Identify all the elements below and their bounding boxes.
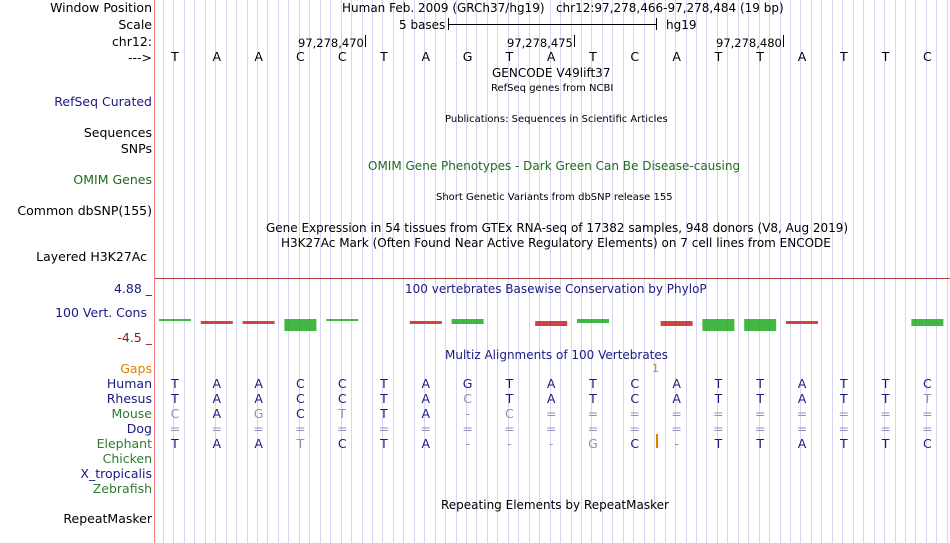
reference-base: T xyxy=(589,49,597,64)
species-base: C xyxy=(337,376,347,391)
grid-line xyxy=(738,0,739,543)
grid-line xyxy=(184,0,185,543)
grid-line xyxy=(853,0,854,543)
species-base: = xyxy=(922,406,933,421)
grid-line xyxy=(226,0,227,543)
species-base: T xyxy=(881,391,890,406)
reference-base: T xyxy=(756,49,764,64)
species-base: = xyxy=(211,421,223,436)
species-label-zebrafish[interactable]: Zebrafish xyxy=(92,481,152,496)
species-base: T xyxy=(171,436,179,451)
grid-line xyxy=(623,0,624,543)
species-base: = xyxy=(629,406,641,421)
species-base: A xyxy=(254,436,263,451)
species-base: = xyxy=(587,406,599,421)
grid-line xyxy=(372,0,373,543)
species-base: = xyxy=(713,421,724,436)
species-base: T xyxy=(714,391,723,406)
species-base: T xyxy=(839,376,848,391)
phylop-score-mark xyxy=(744,319,776,331)
phylop-score-mark xyxy=(201,321,233,324)
species-base: = xyxy=(378,421,390,436)
species-base: C xyxy=(296,406,305,421)
phylop-score-mark xyxy=(326,319,358,321)
grid-line xyxy=(351,0,352,543)
species-base: C xyxy=(463,391,472,406)
grid-line xyxy=(299,0,300,543)
window-position-label: Window Position xyxy=(50,0,152,15)
species-base: = xyxy=(169,421,181,436)
track-separator xyxy=(155,278,950,279)
grid-line xyxy=(330,0,331,543)
species-base: = xyxy=(754,421,766,436)
grid-line xyxy=(445,0,446,543)
grid-line xyxy=(665,0,666,543)
species-base: T xyxy=(380,391,388,406)
grid-line xyxy=(821,0,822,543)
species-base: A xyxy=(421,376,431,391)
species-label-mouse[interactable]: Mouse xyxy=(111,406,152,421)
phylop-track-title[interactable]: 100 vertebrates Basewise Conservation by PhyloP xyxy=(405,282,707,296)
species-base: A xyxy=(212,391,222,406)
coord-tick xyxy=(365,35,366,47)
reference-base: C xyxy=(337,49,347,64)
phylop-score-mark xyxy=(410,321,442,324)
species-base: T xyxy=(589,391,597,406)
species-base: C xyxy=(337,391,347,406)
species-base: A xyxy=(672,376,681,391)
species-base: A xyxy=(672,391,681,406)
grid-line xyxy=(706,0,707,543)
grid-line xyxy=(717,0,718,543)
phylop-min-label: -4.5 _ xyxy=(117,330,152,345)
phylop-score-mark xyxy=(786,321,818,324)
grid-line xyxy=(362,0,363,543)
grid-line xyxy=(769,0,770,543)
publications-track-title[interactable]: Publications: Sequences in Scientific Articles xyxy=(445,114,668,125)
repeatmasker-track-title[interactable]: Repeating Elements by RepeatMasker xyxy=(441,498,669,512)
species-base: C xyxy=(630,391,640,406)
species-base: - xyxy=(548,436,554,451)
species-base: = xyxy=(922,421,933,436)
species-label-human[interactable]: Human xyxy=(106,376,152,391)
grid-line xyxy=(288,0,289,543)
reference-base: T xyxy=(881,49,890,64)
species-base: = xyxy=(295,421,306,436)
common-dbsnp-label[interactable]: Common dbSNP(155) xyxy=(17,203,152,218)
grid-line xyxy=(466,0,467,543)
gtex-track-title[interactable]: Gene Expression in 54 tissues from GTEx RNA-seq of 17382 samples, 948 donors (V8, Aug 2019) xyxy=(266,221,849,235)
grid-line xyxy=(936,0,937,543)
grid-line xyxy=(257,0,258,543)
grid-line xyxy=(895,0,896,543)
h3k27ac-track-title[interactable]: H3K27Ac Mark (Often Found Near Active Regulatory Elements) on 7 cell lines from ENCODE xyxy=(281,236,831,250)
species-base: A xyxy=(797,436,807,451)
label-divider xyxy=(154,0,155,543)
species-base: C xyxy=(923,436,932,451)
species-base: = xyxy=(671,421,682,436)
species-base: A xyxy=(421,391,431,406)
phylop-score-mark xyxy=(159,319,191,321)
elephant-gap-marker xyxy=(656,434,658,448)
omim-genes-label[interactable]: OMIM Genes xyxy=(73,172,152,187)
species-base: A xyxy=(421,436,431,451)
species-base: T xyxy=(923,391,932,406)
species-base: T xyxy=(881,376,890,391)
grid-line xyxy=(811,0,812,543)
reference-base: A xyxy=(546,49,556,64)
grid-line xyxy=(790,0,791,543)
species-base: A xyxy=(797,391,807,406)
reference-base: A xyxy=(672,49,681,64)
reference-base: T xyxy=(171,49,179,64)
species-label-elephant[interactable]: Elephant xyxy=(96,436,152,451)
coord-label: 97,278,480 xyxy=(716,36,782,50)
coord-tick xyxy=(783,35,784,47)
dbsnp-track-title[interactable]: Short Genetic Variants from dbSNP release 155 xyxy=(436,192,673,203)
species-base: A xyxy=(546,391,556,406)
species-base: G xyxy=(253,406,264,421)
repeatmasker-label[interactable]: RepeatMasker xyxy=(63,511,152,526)
reference-base: A xyxy=(254,49,263,64)
species-base: T xyxy=(171,391,179,406)
grid-line xyxy=(247,0,248,543)
grid-line xyxy=(341,0,342,543)
multiz-track-title[interactable]: Multiz Alignments of 100 Vertebrates xyxy=(445,348,669,362)
species-base: = xyxy=(880,421,891,436)
gap-count-marker: 1 xyxy=(652,362,659,375)
grid-line xyxy=(194,0,195,543)
species-base: C xyxy=(337,436,347,451)
grid-line xyxy=(842,0,843,543)
grid-line xyxy=(205,0,206,543)
snps-label[interactable]: SNPs xyxy=(120,141,152,156)
grid-line xyxy=(382,0,383,543)
reference-base: T xyxy=(839,49,848,64)
grid-line xyxy=(915,0,916,543)
species-base: = xyxy=(253,421,264,436)
species-base: = xyxy=(420,421,432,436)
species-base: A xyxy=(254,376,263,391)
species-base: C xyxy=(170,406,180,421)
phylop-score-mark xyxy=(661,321,693,326)
species-base: = xyxy=(796,406,808,421)
species-base: = xyxy=(838,406,850,421)
strand-label: ---> xyxy=(127,50,152,65)
phylop-score-mark xyxy=(577,319,609,323)
grid-line xyxy=(696,0,697,543)
species-base: A xyxy=(797,376,807,391)
species-base: C xyxy=(296,391,305,406)
species-base: T xyxy=(589,376,597,391)
phylop-score-mark xyxy=(243,321,275,324)
grid-line xyxy=(863,0,864,543)
grid-line xyxy=(393,0,394,543)
phylop-track-label[interactable]: 100 Vert. Cons xyxy=(55,305,147,320)
grid-line xyxy=(686,0,687,543)
species-base: - xyxy=(465,406,470,421)
species-base: C xyxy=(923,376,932,391)
reference-base: A xyxy=(797,49,807,64)
coord-tick xyxy=(574,35,575,47)
reference-base: C xyxy=(296,49,305,64)
scale-bases: 5 bases xyxy=(399,18,446,32)
species-base: = xyxy=(713,406,724,421)
coord-label: 97,278,470 xyxy=(298,36,364,50)
species-base: = xyxy=(796,421,808,436)
grid-line xyxy=(675,0,676,543)
phylop-score-mark xyxy=(702,319,734,331)
grid-line xyxy=(800,0,801,543)
grid-line xyxy=(215,0,216,543)
grid-line xyxy=(748,0,749,543)
species-base: T xyxy=(296,436,305,451)
grid-line xyxy=(435,0,436,543)
species-base: T xyxy=(839,436,848,451)
phylop-score-mark xyxy=(284,319,316,331)
grid-line xyxy=(476,0,477,543)
chrom-label: chr12: xyxy=(111,34,152,49)
scale-label: Scale xyxy=(118,17,152,32)
grid-line xyxy=(644,0,645,543)
species-base: G xyxy=(462,376,473,391)
species-base: C xyxy=(630,436,640,451)
grid-line xyxy=(278,0,279,543)
species-base: A xyxy=(254,391,263,406)
species-base: T xyxy=(839,391,848,406)
species-base: T xyxy=(756,391,764,406)
species-base: = xyxy=(838,421,850,436)
species-base: A xyxy=(212,406,222,421)
species-base: = xyxy=(671,406,682,421)
species-label-rhesus[interactable]: Rhesus xyxy=(106,391,152,406)
grid-line xyxy=(654,0,655,543)
species-base: A xyxy=(212,436,222,451)
sequences-label[interactable]: Sequences xyxy=(83,125,152,140)
species-base: T xyxy=(338,406,346,421)
coord-label: 97,278,475 xyxy=(507,36,573,50)
species-base: = xyxy=(545,421,557,436)
species-base: C xyxy=(505,406,514,421)
phylop-score-mark xyxy=(452,319,484,324)
phylop-score-mark xyxy=(911,319,943,326)
grid-line xyxy=(320,0,321,543)
grid-line xyxy=(884,0,885,543)
grid-line xyxy=(832,0,833,543)
species-base: T xyxy=(505,391,514,406)
species-base: - xyxy=(465,436,470,451)
reference-base: T xyxy=(714,49,723,64)
grid-line xyxy=(163,0,164,543)
species-base: C xyxy=(630,376,640,391)
species-base: - xyxy=(674,436,679,451)
phylop-logo-plot[interactable] xyxy=(155,296,950,346)
species-base: T xyxy=(881,436,890,451)
species-base: T xyxy=(756,376,764,391)
species-base: T xyxy=(714,376,723,391)
species-base: T xyxy=(380,406,388,421)
reference-base: C xyxy=(923,49,932,64)
species-base: C xyxy=(296,376,305,391)
grid-line xyxy=(456,0,457,543)
species-base: = xyxy=(545,406,557,421)
species-base: A xyxy=(212,376,222,391)
species-base: = xyxy=(462,421,473,436)
grid-line xyxy=(309,0,310,543)
species-base: = xyxy=(504,421,515,436)
grid-line xyxy=(414,0,415,543)
grid-line xyxy=(759,0,760,543)
grid-line xyxy=(487,0,488,543)
species-base: - xyxy=(507,436,512,451)
reference-base: A xyxy=(212,49,222,64)
species-base: A xyxy=(421,406,431,421)
grid-line xyxy=(424,0,425,543)
grid-line xyxy=(780,0,781,543)
gencode-track-title[interactable]: GENCODE V49lift37 xyxy=(492,66,611,80)
species-base: T xyxy=(714,436,723,451)
reference-base: T xyxy=(505,49,514,64)
species-label-dog[interactable]: Dog xyxy=(126,421,152,436)
grid-line xyxy=(874,0,875,543)
grid-line xyxy=(926,0,927,543)
reference-base: C xyxy=(630,49,640,64)
grid-line xyxy=(727,0,728,543)
phylop-score-mark xyxy=(535,321,567,326)
refseq-track-subtitle: RefSeq genes from NCBI xyxy=(491,83,614,94)
species-base: = xyxy=(629,421,641,436)
species-base: T xyxy=(505,376,514,391)
window-position-value: Human Feb. 2009 (GRCh37/hg19) chr12:97,278,466-97,278,484 (19 bp) xyxy=(342,1,784,15)
refseq-curated-label[interactable]: RefSeq Curated xyxy=(54,94,152,109)
species-base: T xyxy=(380,376,388,391)
reference-base: A xyxy=(421,49,431,64)
species-base: T xyxy=(756,436,764,451)
species-base: T xyxy=(171,376,179,391)
grid-line xyxy=(633,0,634,543)
grid-line xyxy=(403,0,404,543)
species-label-x_tropicalis[interactable]: X_tropicalis xyxy=(80,466,152,481)
reference-base: T xyxy=(380,49,388,64)
layered-h3k27ac-label[interactable]: Layered H3K27Ac xyxy=(36,249,147,264)
species-label-chicken[interactable]: Chicken xyxy=(102,451,152,466)
grid-line xyxy=(236,0,237,543)
species-base: = xyxy=(754,406,766,421)
species-base: A xyxy=(546,376,556,391)
grid-line xyxy=(947,0,948,543)
species-base: = xyxy=(336,421,348,436)
phylop-max-label: 4.88 _ xyxy=(113,281,152,296)
grid-line xyxy=(267,0,268,543)
gaps-label[interactable]: Gaps xyxy=(120,361,152,376)
scale-assembly: hg19 xyxy=(666,18,697,32)
grid-line xyxy=(173,0,174,543)
species-base: G xyxy=(588,436,598,451)
reference-base: G xyxy=(462,49,473,64)
species-base: = xyxy=(880,406,891,421)
grid-line xyxy=(905,0,906,543)
species-base: = xyxy=(587,421,599,436)
omim-track-title[interactable]: OMIM Gene Phenotypes - Dark Green Can Be Disease-causing xyxy=(368,159,741,173)
species-base: T xyxy=(380,436,388,451)
